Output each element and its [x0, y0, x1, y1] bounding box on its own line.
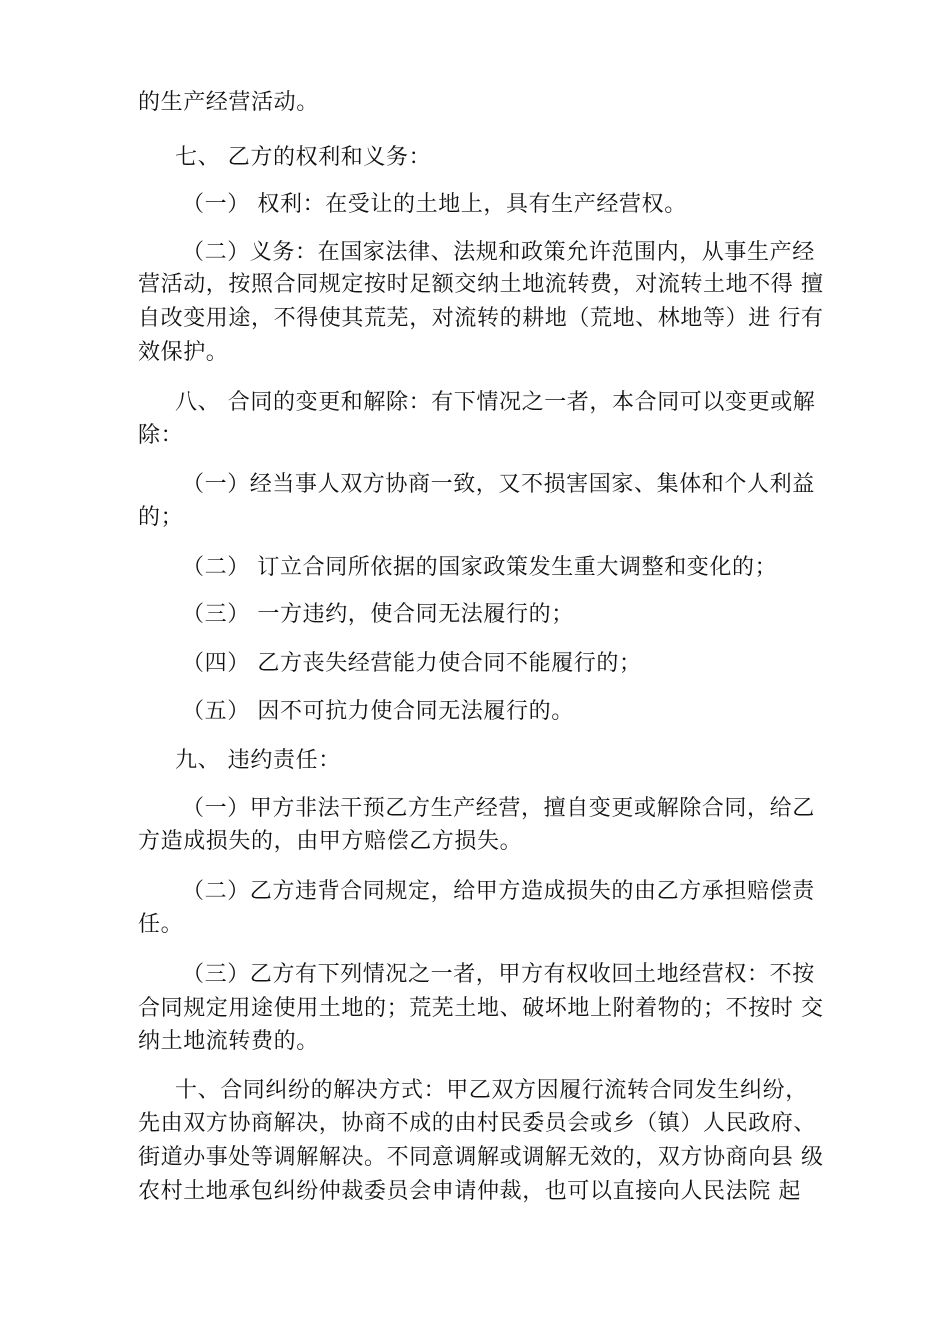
- text-line: 的；: [138, 505, 184, 530]
- text-line: （一） 权利：在受让的土地上，具有生产经营权。: [182, 192, 687, 217]
- text-line: （二）乙方违背合同规定，给甲方造成损失的由乙方承担赔偿责: [182, 879, 815, 904]
- text-line: 除：: [138, 423, 184, 448]
- text-line: 营活动，按照合同规定按时足额交纳土地流转费，对流转土地不得 擅: [138, 272, 824, 297]
- text-line: 街道办事处等调解解决。不同意调解或调解无效的，双方协商向县 级: [138, 1145, 824, 1170]
- text-line: 纳土地流转费的。: [138, 1029, 319, 1054]
- text-line: （二） 订立合同所依据的国家政策发生重大调整和变化的；: [182, 555, 778, 580]
- text-line: （三） 一方违约，使合同无法履行的；: [182, 602, 574, 627]
- text-line: 任。: [138, 912, 184, 937]
- section-heading-7: 七、 乙方的权利和义务：: [175, 145, 432, 170]
- text-line: 自改变用途，不得使其荒芜，对流转的耕地（荒地、林地等）进 行有: [138, 306, 824, 331]
- section-heading-9: 九、 违约责任：: [175, 748, 341, 773]
- text-line: 先由双方协商解决，协商不成的由村民委员会或乡（镇）人民政府、: [138, 1111, 817, 1136]
- text-line: （二）义务：在国家法律、法规和政策允许范围内，从事生产经: [182, 240, 815, 265]
- text-line: （一）经当事人双方协商一致，又不损害国家、集体和个人利益: [182, 472, 815, 497]
- text-line: 的生产经营活动。: [138, 90, 319, 115]
- text-line: （五） 因不可抗力使合同无法履行的。: [182, 699, 574, 724]
- section-heading-10: 十、合同纠纷的解决方式：甲乙双方因履行流转合同发生纠纷，: [175, 1078, 808, 1103]
- text-line: 合同规定用途使用土地的；荒芜土地、破坏地上附着物的；不按时 交: [138, 996, 824, 1021]
- text-line: 效保护。: [138, 340, 229, 365]
- text-line: （三）乙方有下列情况之一者，甲方有权收回土地经营权：不按: [182, 962, 815, 987]
- text-line: （一）甲方非法干预乙方生产经营，擅自变更或解除合同，给乙: [182, 796, 815, 821]
- section-heading-8: 八、 合同的变更和解除：有下情况之一者，本合同可以变更或解: [175, 390, 816, 415]
- text-line: 农村土地承包纠纷仲裁委员会申请仲裁，也可以直接向人民法院 起: [138, 1179, 801, 1204]
- text-line: 方造成损失的，由甲方赔偿乙方损失。: [138, 829, 523, 854]
- text-line: （四） 乙方丧失经营能力使合同不能履行的；: [182, 651, 642, 676]
